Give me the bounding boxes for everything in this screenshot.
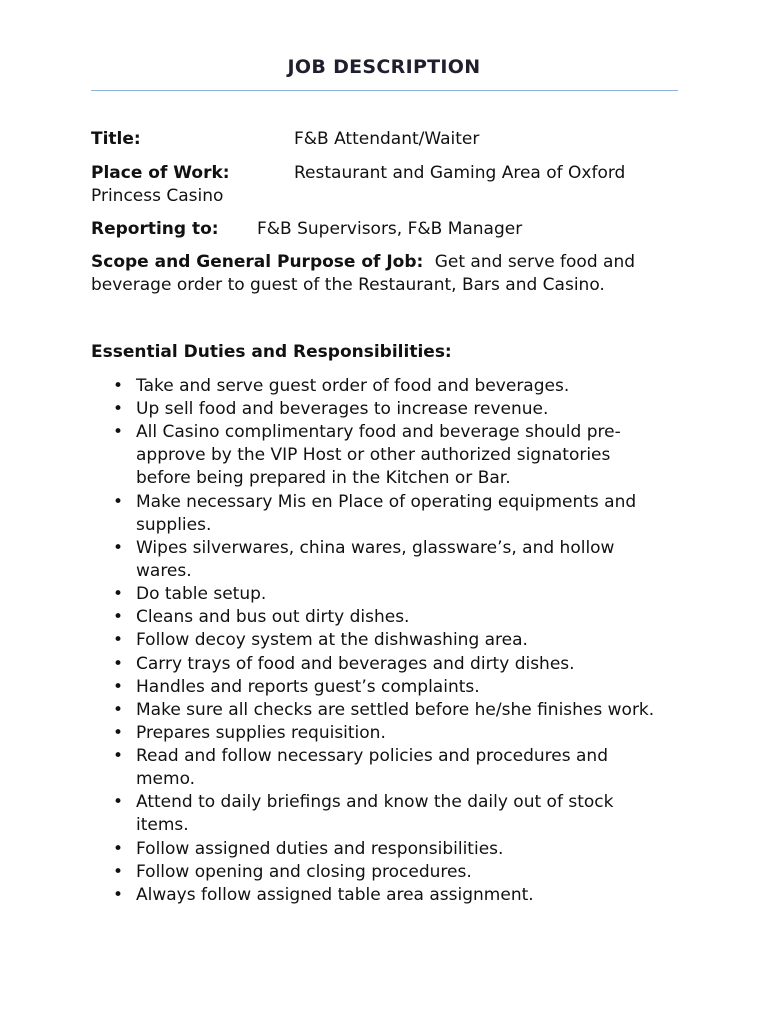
place-label: Place of Work: [91,163,230,183]
duty-item-line: wares. [136,560,192,581]
duty-item [91,583,681,606]
scope-value-line2: beverage order to guest of the Restaurant, Bars and Casino. [91,275,605,295]
bullet-icon: • [113,838,124,859]
bullet-icon: • [113,699,124,720]
duty-item [91,884,681,907]
duty-item-line: Carry trays of food and beverages and dirty dishes. [136,653,575,674]
bullet-icon: • [113,537,124,558]
bullet-icon: • [113,676,124,697]
duty-item-line: Follow opening and closing procedures. [136,861,472,882]
duty-item-line: Make sure all checks are settled before he/she finishes work. [136,699,655,720]
duty-item [91,791,681,837]
duty-item-line: memo. [136,769,196,790]
duty-item [91,838,681,861]
duty-item-line: Always follow assigned table area assignment. [136,885,534,905]
bullet-icon: • [113,491,124,512]
duty-item-line: items. [136,815,189,836]
duty-item [91,537,681,583]
duty-item-line: Follow decoy system at the dishwashing area. [136,630,528,651]
duty-item-line: before being prepared in the Kitchen or Bar. [136,468,511,489]
duty-item-line: Read and follow necessary policies and procedures and [136,746,608,767]
document-title: JOB DESCRIPTION [287,56,481,78]
duty-item-line: approve by the VIP Host or other authorized signatories [136,445,611,466]
scope-value-line1: Get and serve food and [434,252,636,272]
duty-item [91,745,681,791]
duty-item [91,398,681,421]
duty-item-line: Attend to daily briefings and know the daily out of stock [136,792,614,813]
title-value: F&B Attendant/Waiter [294,129,480,149]
duty-item-line: Cleans and bus out dirty dishes. [136,607,410,628]
field-place-of-work [91,162,681,208]
duty-item [91,491,681,537]
bullet-icon: • [113,792,124,813]
bullet-icon: • [113,861,124,882]
title-label: Title: [91,129,141,149]
bullet-icon: • [113,607,124,628]
duty-item-line: supplies. [136,514,212,535]
reporting-value: F&B Supervisors, F&B Manager [257,219,523,239]
reporting-label: Reporting to: [91,219,219,239]
bullet-icon: • [113,399,124,420]
duty-item-line: Take and serve guest order of food and beverages. [136,376,570,396]
bullet-icon: • [113,746,124,767]
duties-heading: Essential Duties and Responsibilities: [91,342,452,362]
duty-item-line: All Casino complimentary food and beverage should pre- [136,422,621,443]
duty-item-line: Do table setup. [136,583,267,604]
bullet-icon: • [113,422,124,443]
duty-item [91,375,681,398]
duty-item-line: Handles and reports guest’s complaints. [136,676,480,697]
bullet-icon: • [113,630,124,651]
title-divider [91,90,678,91]
duties-list [91,375,681,907]
bullet-icon: • [113,885,124,905]
duty-item [91,629,681,652]
duty-item [91,421,681,490]
duty-item-line: Follow assigned duties and responsibilities. [136,838,504,859]
bullet-icon: • [113,376,124,396]
duty-item [91,676,681,699]
duty-item [91,722,681,745]
duty-item-line: Up sell food and beverages to increase revenue. [136,399,549,420]
duty-item [91,861,681,884]
duty-item-line: Prepares supplies requisition. [136,723,386,744]
place-value-line1: Restaurant and Gaming Area of Oxford [294,163,626,183]
duty-item-line: Make necessary Mis en Place of operating equipments and [136,491,637,512]
bullet-icon: • [113,653,124,674]
field-reporting-to [91,218,681,241]
place-value-line2: Princess Casino [91,186,224,206]
bullet-icon: • [113,723,124,744]
scope-label: Scope and General Purpose of Job: [91,252,424,272]
duty-item-line: Wipes silverwares, china wares, glassware’s, and hollow [136,537,615,558]
duty-item [91,606,681,629]
duty-item [91,653,681,676]
bullet-icon: • [113,583,124,604]
field-scope [91,251,681,297]
field-title [91,128,681,151]
duty-item [91,699,681,722]
